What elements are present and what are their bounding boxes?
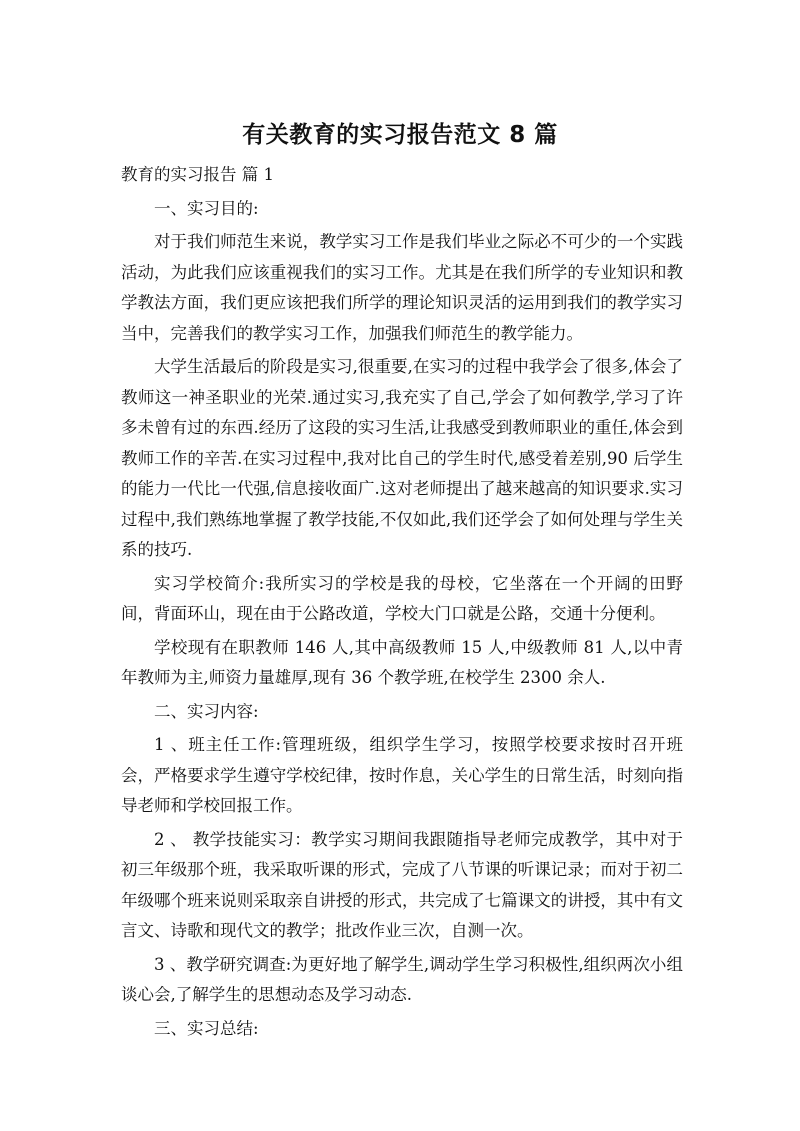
document-title: 有关教育的实习报告范文 8 篇 — [242, 122, 558, 148]
section-heading: 教育的实习报告 篇 1 — [121, 165, 274, 184]
body-paragraph: 学校现有在职教师 146 人,其中高级教师 15 人,中级教师 81 人,以中青年教师为主,师资力量雄厚,现有 36 个教学班,在校学生 2300 余人. — [121, 637, 683, 687]
body-paragraph: 1 、班主任工作:管理班级，组织学生学习，按照学校要求按时召开班会，严格要求学生遵守学校纪律，按时作息，关心学生的日常生活，时刻向指导老师和学校回报工作。 — [121, 735, 683, 815]
body-paragraph: 实习学校简介:我所实习的学校是我的母校，它坐落在一个开阔的田野间，背面环山，现在由于公路改道，学校大门口就是公路，交通十分便利。 — [121, 573, 683, 623]
subsection-heading: 一、实习目的: — [154, 198, 259, 218]
body-paragraph: 对于我们师范生来说，教学实习工作是我们毕业之际必不可少的一个实践活动，为此我们应该重视我们的实习工作。尤其是在我们所学的专业知识和教学教法方面，我们更应该把我们所学的理论知识灵活的运用到我们的教学实习当中，完善我们的教学实习工作，加强我们师范生的教学能力。 — [121, 232, 683, 343]
body-paragraph: 大学生活最后的阶段是实习,很重要,在实习的过程中我学会了很多,体会了教师这一神圣职业的光荣.通过实习,我充实了自己,学会了如何教学,学习了许多未曾有过的东西.经历了这段的实习生活,让我感受到教师职业的重任,体会到教师工作的辛苦.在实习过程中,我对比自己的学生时代,感受着差别,90 后学生的能力一代比一代强,信息接收面广.这对老师提出了越来越高的知识要求.实习过程中,我们熟练地掌握了教学技能,不仅如此,我们还学会了如何处理与学生关系的技巧. — [121, 357, 683, 559]
body-paragraph: 2 、 教学技能实习：教学实习期间我跟随指导老师完成教学，其中对于初三年级那个班，我采取听课的形式，完成了八节课的听课记录；而对于初二年级哪个班来说则采取亲自讲授的形式，共完成了七篇课文的讲授，其中有文言文、诗歌和现代文的教学；批改作业三次，自测一次。 — [121, 829, 683, 940]
subsection-heading: 二、实习内容: — [154, 701, 259, 721]
subsection-heading: 三、实习总结: — [154, 1018, 259, 1038]
document-body — [121, 160, 683, 1044]
body-paragraph: 3 、教学研究调查:为更好地了解学生,调动学生学习积极性,组织两次小组谈心会,了解学生的思想动态及学习动态. — [121, 954, 683, 1004]
